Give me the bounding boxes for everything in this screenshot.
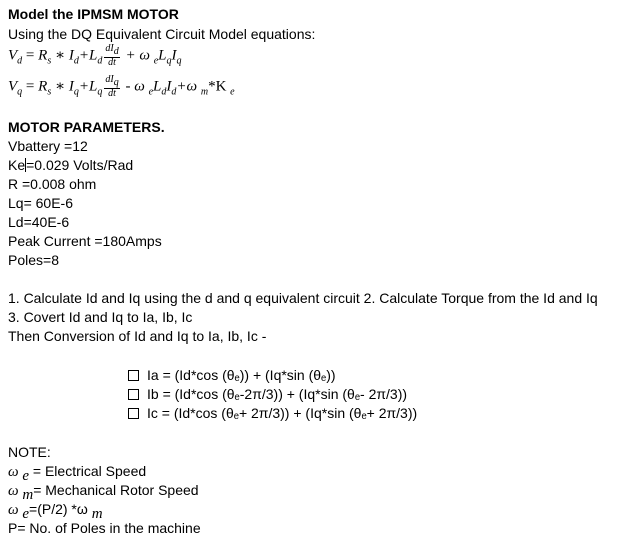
list-item: Ic = (Id*cos (θₑ+ 2π/3)) + (Iq*sin (θₑ+ 2π/3)) — [128, 404, 417, 423]
vd-equation: $V_d = R_s$ ∗ $I_d+L_d$ $\frac{dI_d}{dt}$ + ω $_eL_qI_q$ — [8, 43, 182, 68]
checkbox-icon[interactable] — [128, 389, 139, 400]
param-r: R =0.008 ohm — [8, 176, 97, 192]
tasks-line-1: 1. Calculate Id and Iq using the d and q equivalent circuit 2. Calculate Torque from the Id and Iq — [8, 290, 598, 306]
conversion-list — [128, 366, 417, 423]
checkbox-icon[interactable] — [128, 370, 139, 381]
tasks-line-2: 3. Covert Id and Iq to Ia, Ib, Ic — [8, 309, 193, 325]
param-lq: Lq= 60E-6 — [8, 195, 73, 211]
checkbox-icon[interactable] — [128, 408, 139, 419]
vd-derivative: $\frac{dI_d}{dt}$ — [105, 43, 119, 68]
param-ke[interactable]: Ke=0.029 Volts/Rad — [8, 157, 134, 173]
param-peak-current: Peak Current =180Amps — [8, 233, 162, 249]
params-heading: MOTOR PARAMETERS. — [8, 119, 165, 135]
page-title: Model the IPMSM MOTOR — [8, 6, 179, 22]
vq-equation: $V_q = R_s$ ∗ $I_q+L_q$ $\frac{dI_q}{dt}$ - ω $_eL_dI_d+\omega$ $_m$*K $_e$ — [8, 74, 235, 99]
param-ld: Ld=40E-6 — [8, 214, 70, 230]
note-poles: P= No. of Poles in the machine — [8, 520, 201, 536]
tasks-line-3: Then Conversion of Id and Iq to Ia, Ib, Ic - — [8, 328, 267, 344]
list-item: Ia = (Id*cos (θₑ)) + (Iq*sin (θₑ)) — [128, 366, 417, 385]
note-heading: NOTE: — [8, 444, 51, 460]
param-vbattery: Vbattery =12 — [8, 138, 88, 154]
intro-text: Using the DQ Equivalent Circuit Model equations: — [8, 26, 316, 42]
note-mechanical-speed: ω $_m$= Mechanical Rotor Speed — [8, 482, 199, 503]
vq-derivative: $\frac{dI_q}{dt}$ — [105, 74, 119, 99]
param-poles: Poles=8 — [8, 252, 59, 268]
note-speed-relation: ω $_e$=(P/2) *ω $_m$ — [8, 501, 103, 522]
list-item: Ib = (Id*cos (θₑ-2π/3)) + (Iq*sin (θₑ- 2π/3)) — [128, 385, 417, 404]
note-electrical-speed: ω $_e$ = Electrical Speed — [8, 463, 147, 484]
